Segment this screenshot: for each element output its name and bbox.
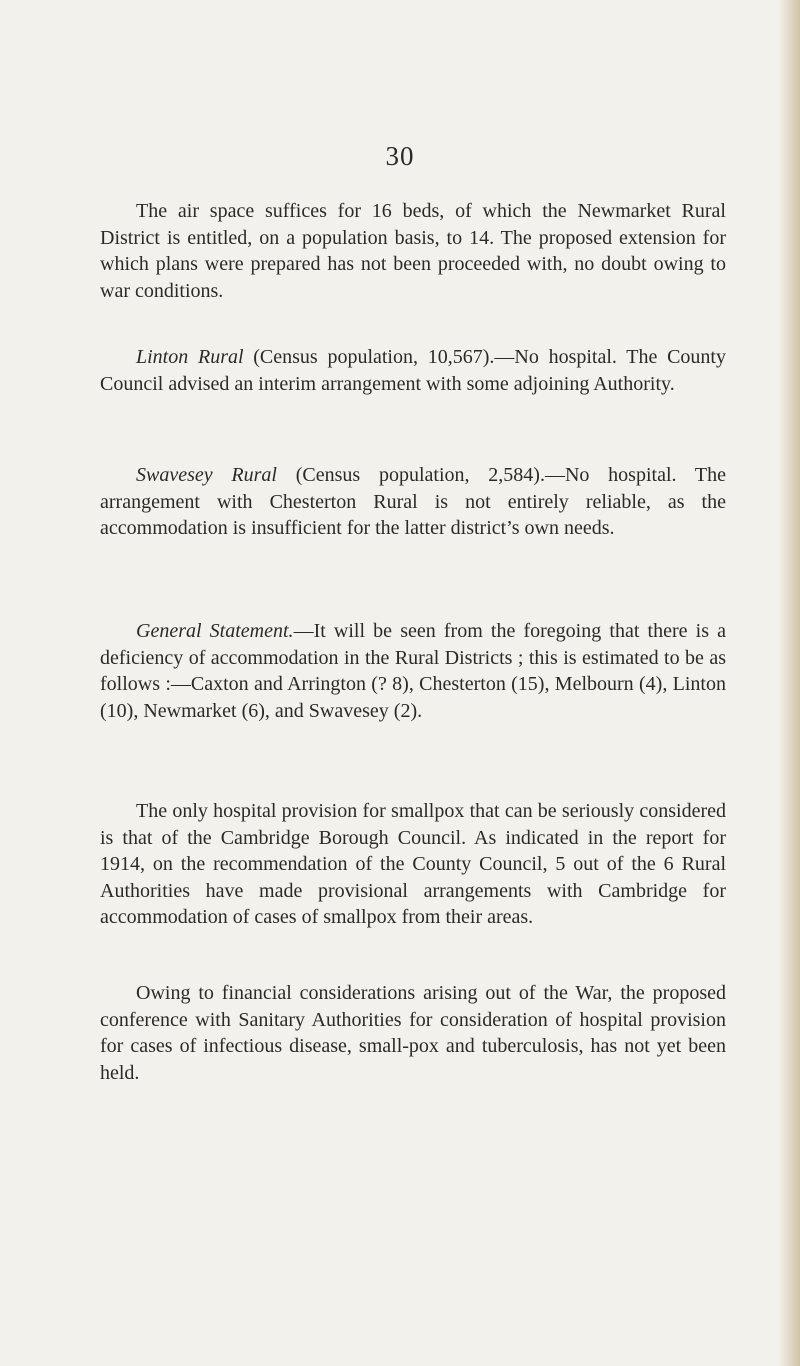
paragraph-heading: Swavesey Rural [136, 464, 277, 486]
paragraph-swavesey-rural [100, 462, 726, 542]
paragraph-text: —It will be seen from the foregoing that there is a deficiency of accommodation in the Rural Districts ; this is estimated to be as follows :—Caxton and Arrington (? 8), Chesterton (15), Melbourn (4), Linton (10), Newmarket (6), and Swavesey (2). [100, 620, 726, 722]
paragraph-heading: Linton Rural [136, 346, 244, 368]
paragraph-text: The only hospital provision for smallpox that can be seriously considered is that of the Cambridge Borough Council. As indicated in the report for 1914, on the recommendation of the County Council, 5 out of the 6 Rural Authorities have made provisional arrangements with Cambridge for accommodation of cases of smallpox from their areas. [100, 800, 726, 928]
paragraph-newmarket-air-space [100, 198, 726, 304]
paragraph-financial-considerations [100, 980, 726, 1086]
page-number: 30 [385, 141, 415, 171]
paragraph-text: (Census population, 10,567).—No hospital. The County Council advised an interim arrangement with some adjoining Authority. [100, 346, 726, 395]
paragraph-smallpox-provision [100, 798, 726, 931]
paragraph-linton-rural [100, 344, 726, 397]
page-edge-shadow [778, 0, 800, 1366]
paragraph-heading: General Statement. [136, 620, 294, 642]
paragraph-text: The air space suffices for 16 beds, of which the Newmarket Rural District is entitled, on a population basis, to 14. The proposed extension for which plans were prepared has not been proceeded with, no doubt owing to war conditions. [100, 200, 726, 302]
paragraph-text: (Census population, 2,584).—No hospital. The arrangement with Chesterton Rural is not entirely reliable, as the accommodation is insufficient for the latter district’s own needs. [100, 464, 727, 539]
paragraph-text: Owing to financial considerations arising out of the War, the proposed conference with Sanitary Authorities for consideration of hospital provision for cases of infectious disease, small-pox and tuberculosis, has not yet been held. [100, 982, 726, 1084]
paragraph-general-statement [100, 618, 726, 724]
